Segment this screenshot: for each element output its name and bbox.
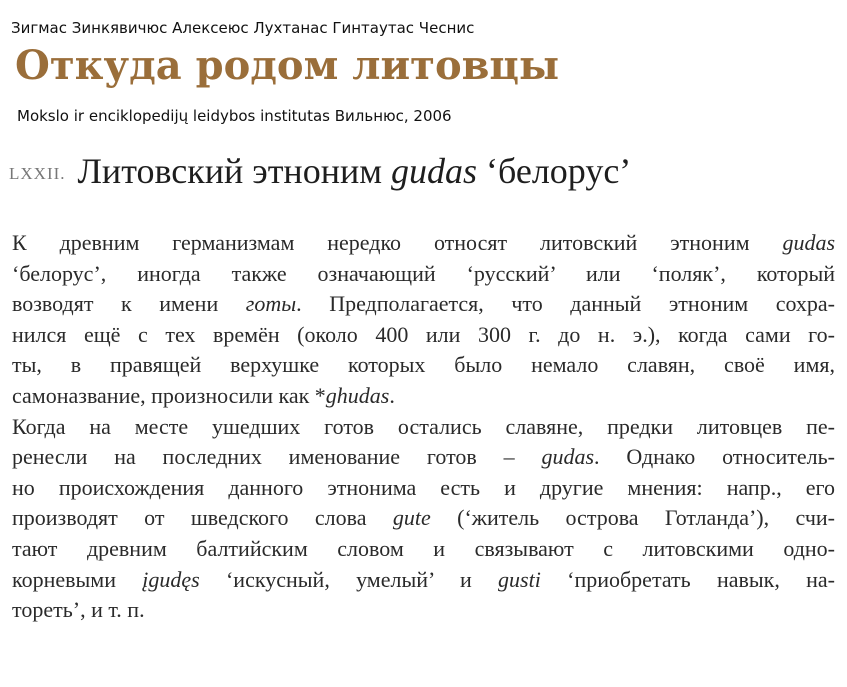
text-segment: ренесли на последних именование готов – (12, 444, 542, 470)
text-line (12, 503, 835, 534)
text-line: но происхождения данного этнонима есть и другие мнения: напр., его (12, 474, 835, 500)
text-segment: возводят к имени (12, 291, 246, 317)
text-line (12, 228, 835, 259)
text-segment: . Однако относитель- (594, 444, 835, 470)
text-segment: . (389, 382, 395, 408)
text-segment: К древним германизмам нередко относят литовский этноним (12, 230, 783, 255)
text-line (12, 442, 835, 473)
italic-word: įgudęs (142, 566, 200, 592)
authors-line: Зигмас Зинкявичюс Алексеюс Лухтанас Гинтаутас Чеснис (11, 19, 475, 37)
text-line (12, 289, 835, 320)
publisher-line: Mokslo ir enciklopedijų leidybos institutas Вильнюс, 2006 (17, 107, 452, 125)
text-line: ты, в правящей верхушке которых было немало славян, своё имя, (12, 352, 835, 378)
chapter-title (78, 151, 632, 191)
italic-word: gudas (541, 444, 595, 470)
text-segment: ‘искусный, умелый’ и (199, 566, 499, 592)
italic-word: gusti (498, 566, 541, 592)
text-line: тореть’, и т. п. (12, 597, 145, 623)
text-segment: (‘житель острова Готланда’), счи- (430, 505, 835, 531)
text-line: Когда на месте ушедших готов остались славяне, предки литовцев пе- (12, 413, 835, 439)
text-line (12, 565, 835, 596)
text-segment: . Предполагается, что данный этноним сохра- (296, 291, 836, 317)
italic-word: готы (245, 291, 297, 317)
book-title: Откуда родом литовцы (15, 42, 560, 89)
text-line: нился ещё с тех времён (около 400 или 300 г. до н. э.), когда сами го- (12, 321, 835, 347)
text-segment: производят от шведского слова (12, 505, 393, 531)
italic-word: gute (392, 505, 431, 531)
text-segment: корневыми (12, 566, 143, 592)
italic-word: ghudas (325, 382, 390, 408)
text-segment: ‘приобретать навык, на- (540, 566, 835, 592)
chapter-number: LXXII. (9, 164, 66, 183)
text-line: ‘белорус’, иногда также означающий ‘русский’ или ‘поляк’, который (12, 260, 835, 286)
text-line (12, 381, 835, 412)
chapter-title-end: ‘белорус’ (477, 151, 632, 191)
chapter-title-start: Литовский этноним (77, 151, 392, 191)
chapter-heading (9, 150, 631, 192)
body-paragraphs (12, 228, 835, 626)
text-line: тают древним балтийским словом и связывают с литовскими одно- (12, 535, 835, 561)
text-segment: самоназвание, произносили как * (12, 382, 326, 408)
chapter-title-italic: gudas (391, 151, 478, 191)
italic-word: gudas (782, 230, 835, 255)
